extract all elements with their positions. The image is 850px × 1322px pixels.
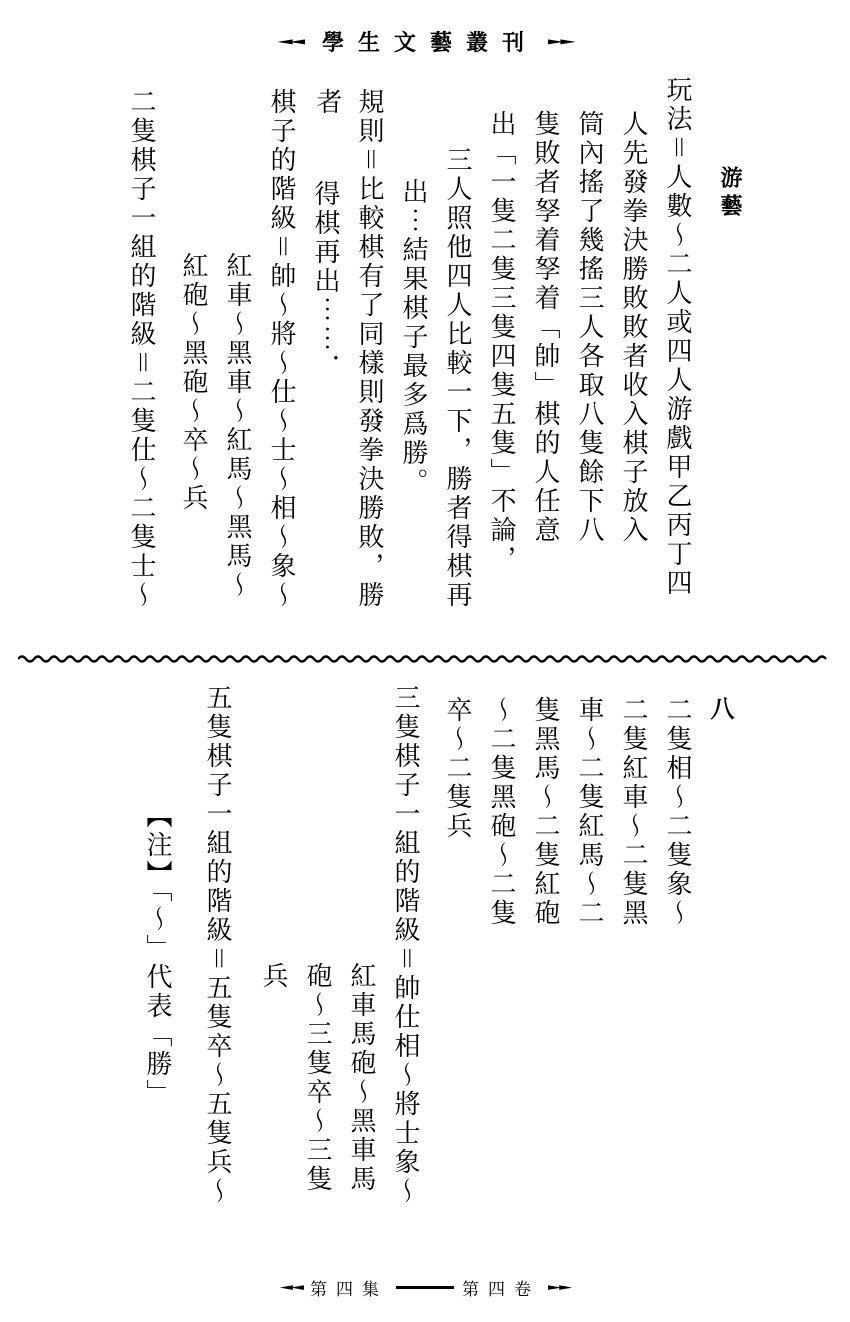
upper-column-12: 紅砲～黑砲～卒～兵 (178, 252, 208, 513)
footer (0, 1270, 850, 1304)
upper-article-body (0, 70, 850, 650)
lower-column-12: 【注】「～」代表「勝」 (142, 802, 172, 1108)
lower-column-1: 二隻相～二隻象～ (662, 696, 692, 928)
upper-column-1: 玩法＝人數～二人或四人游戲甲乙丙丁四 (662, 76, 692, 598)
page-number: 八 (706, 696, 735, 726)
lower-column-9: 砲～三隻卒～三隻 (302, 962, 332, 1194)
masthead (0, 18, 850, 64)
lower-column-7: 三隻棋子一組的階級＝帥仕相～將士象～ (390, 684, 420, 1206)
section-title-youyi: 游藝 (717, 166, 743, 222)
upper-column-11: 紅車～黑車～紅馬～黑馬～ (222, 252, 252, 600)
masthead-title: 學生文藝叢刊 (321, 29, 538, 56)
footer-volume-right: 第四卷 (462, 1279, 540, 1300)
lower-column-2: 二隻紅車～二隻黑 (618, 696, 648, 928)
upper-column-9: 得棋再出⋯⋯． (310, 180, 340, 383)
lower-column-3: 車～二隻紅馬～二 (574, 696, 604, 928)
footer-volume-left: 第四集 (310, 1279, 388, 1300)
lower-column-6: 卒～二隻兵 (442, 696, 472, 841)
upper-column-10: 棋子的階級＝帥～將～仕～士～相～象～ (266, 88, 296, 610)
masthead-left-ornament-icon: ◄◄ (277, 35, 302, 47)
footer-rule (396, 1286, 454, 1289)
upper-column-2: 人先發拳決勝敗敗者收入棋子放入 (618, 110, 648, 545)
footer-left-ornament-icon: ◄◄ (279, 1281, 302, 1293)
upper-column-6: 三人照他四人比較一下，勝者得棋再 (442, 146, 472, 610)
lower-column-8: 紅車馬砲～黑車馬 (346, 962, 376, 1194)
section-divider (18, 652, 832, 666)
lower-column-4: 隻黑馬～二隻紅砲 (530, 696, 560, 928)
upper-column-3: 筒內搖了幾搖三人各取八隻餘下八 (574, 110, 604, 545)
upper-column-5: 出「一隻二隻三隻四隻五隻」不論， (486, 110, 516, 574)
masthead-right-ornament-icon: ►► (548, 35, 573, 47)
wavy-rule-icon (18, 652, 832, 666)
upper-column-13: 二隻棋子一組的階級＝二隻仕～二隻士～ (126, 88, 156, 610)
lower-column-10: 兵 (258, 962, 288, 991)
upper-column-8: 規則＝比較棋有了同樣則發拳決勝敗，勝者 (311, 88, 384, 610)
footer-right-ornament-icon: ►► (548, 1281, 571, 1293)
upper-column-7: 出⋯結果棋子最多爲勝。 (398, 178, 428, 497)
lower-column-11: 五隻棋子一組的階級＝五隻卒～五隻兵～ (202, 684, 232, 1206)
lower-column-5: ～二隻黑砲～二隻 (486, 696, 516, 928)
lower-article-body (0, 672, 850, 1252)
upper-column-4: 隻敗者孥着孥着「帥」棋的人任意 (530, 110, 560, 545)
